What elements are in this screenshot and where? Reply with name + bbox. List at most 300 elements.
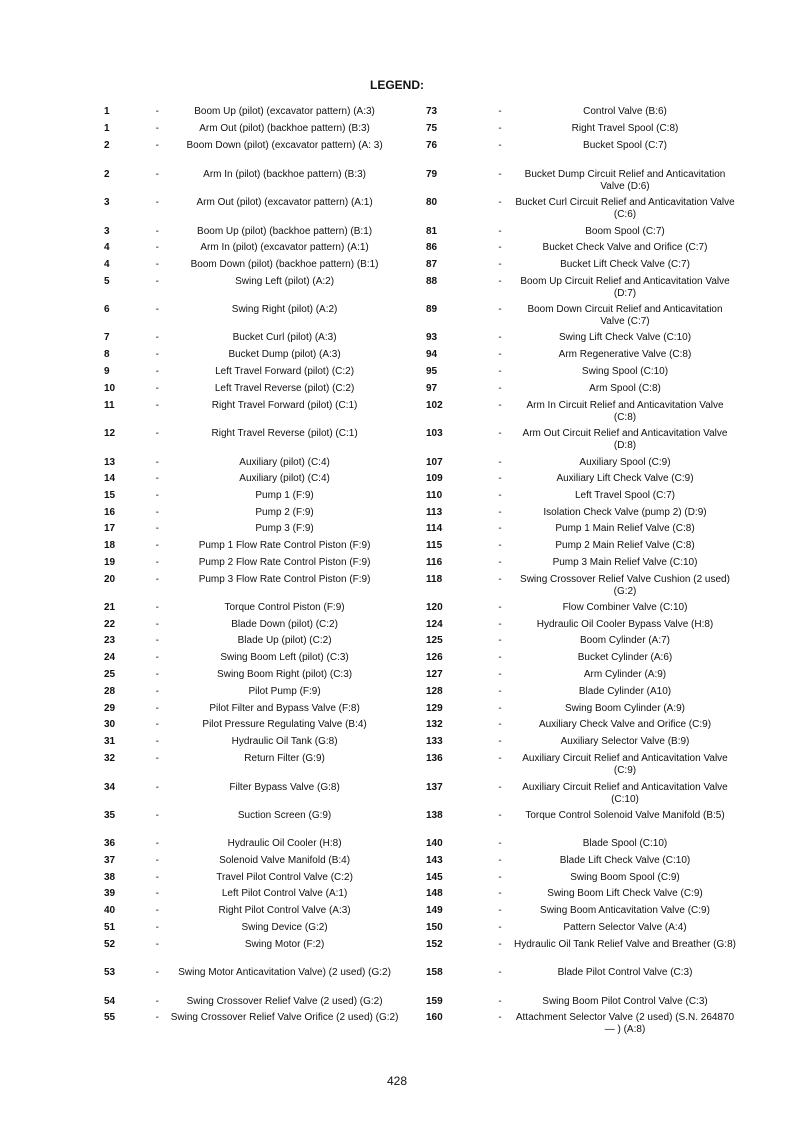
item-description: Blade Cylinder (A10)	[578, 686, 672, 697]
legend-entry-right	[400, 855, 794, 867]
legend-entry-right	[400, 276, 794, 299]
separator-dash: -	[498, 226, 502, 237]
item-description: Boom Spool (C:7)	[585, 226, 665, 237]
item-number: 160	[426, 1012, 443, 1023]
legend-entry-left	[0, 332, 400, 344]
legend-row	[0, 332, 794, 344]
legend-row	[0, 507, 794, 519]
item-number: 137	[426, 782, 443, 793]
legend-entry-right	[400, 838, 794, 850]
item-description: Right Travel Reverse (pilot) (C:1)	[211, 428, 358, 439]
legend-entry-right	[400, 332, 794, 344]
item-number: 2	[104, 140, 110, 151]
legend-entry-left	[0, 810, 400, 822]
item-number: 126	[426, 652, 443, 663]
item-description: Arm Out Circuit Relief and Anticavitation Valve (D:8)	[522, 428, 728, 451]
item-number: 148	[426, 888, 443, 899]
item-description: Attachment Selector Valve (2 used) (S.N. 264870— ) (A:8)	[515, 1012, 735, 1035]
separator-dash: -	[498, 810, 502, 821]
legend-entry-left	[0, 753, 400, 765]
item-number: 39	[104, 888, 116, 899]
item-number: 51	[104, 922, 116, 933]
separator-dash: -	[155, 507, 159, 518]
legend-entry-right	[400, 242, 794, 254]
item-number: 145	[426, 872, 443, 883]
legend-entry-left	[0, 1012, 400, 1024]
separator-dash: -	[155, 383, 159, 394]
item-number: 75	[426, 123, 438, 134]
item-description: Bucket Spool (C:7)	[583, 140, 667, 151]
legend-row	[0, 810, 794, 822]
legend-row	[0, 838, 794, 850]
legend-entry-left	[0, 457, 400, 469]
legend-row	[0, 1012, 794, 1035]
item-number: 152	[426, 939, 443, 950]
item-description: Arm Spool (C:8)	[589, 383, 661, 394]
legend-entry-left	[0, 383, 400, 395]
separator-dash: -	[498, 428, 502, 439]
legend-entry-left	[0, 349, 400, 361]
legend-entry-left	[0, 967, 400, 979]
separator-dash: -	[498, 473, 502, 484]
legend-row	[0, 736, 794, 748]
legend-entry-right	[400, 226, 794, 238]
separator-dash: -	[498, 872, 502, 883]
item-description: Swing Crossover Relief Valve Cushion (2 used) (G:2)	[520, 574, 730, 597]
legend-entry-left	[0, 490, 400, 502]
item-description: Pump 1 Main Relief Valve (C:8)	[555, 523, 695, 534]
separator-dash: -	[498, 574, 502, 585]
item-description: Blade Lift Check Valve (C:10)	[559, 855, 691, 866]
item-description: Swing Motor Anticavitation Valve) (2 used) (G:2)	[178, 967, 391, 978]
legend-entry-right	[400, 736, 794, 748]
legend-entry-left	[0, 635, 400, 647]
separator-dash: -	[155, 197, 159, 208]
item-number: 2	[104, 169, 110, 180]
legend-entry-left	[0, 242, 400, 254]
separator-dash: -	[498, 540, 502, 551]
legend-row	[0, 259, 794, 271]
item-description: Left Travel Reverse (pilot) (C:2)	[214, 383, 355, 394]
legend-entry-right	[400, 490, 794, 502]
separator-dash: -	[155, 939, 159, 950]
item-description: Pump 2 Flow Rate Control Piston (F:9)	[198, 557, 371, 568]
separator-dash: -	[498, 939, 502, 950]
item-number: 3	[104, 197, 110, 208]
legend-entry-left	[0, 619, 400, 631]
item-description: Bucket Cylinder (A:6)	[577, 652, 673, 663]
item-description: Bucket Dump Circuit Relief and Anticavitation Valve (D:6)	[524, 169, 726, 192]
item-number: 19	[104, 557, 116, 568]
item-number: 113	[426, 507, 443, 518]
item-description: Swing Motor (F:2)	[244, 939, 325, 950]
legend-entry-right	[400, 810, 794, 822]
item-description: Bucket Lift Check Valve (C:7)	[560, 259, 690, 270]
separator-dash: -	[155, 140, 159, 151]
item-number: 35	[104, 810, 116, 821]
item-description: Torque Control Piston (F:9)	[224, 602, 345, 613]
separator-dash: -	[498, 169, 502, 180]
separator-dash: -	[498, 106, 502, 117]
item-description: Swing Left (pilot) (A:2)	[235, 276, 335, 287]
separator-dash: -	[155, 574, 159, 585]
item-description: Boom Up Circuit Relief and Anticavitation Valve (D:7)	[520, 276, 730, 299]
item-description: Auxiliary Circuit Relief and Anticavitation Valve (C:9)	[522, 753, 728, 776]
item-number: 6	[104, 304, 110, 315]
page-number: 428	[386, 1074, 408, 1088]
item-description: Pattern Selector Valve (A:4)	[563, 922, 687, 933]
legend-row	[0, 719, 794, 731]
separator-dash: -	[498, 507, 502, 518]
legend-row	[0, 457, 794, 469]
legend-entry-right	[400, 197, 794, 220]
separator-dash: -	[498, 557, 502, 568]
separator-dash: -	[498, 366, 502, 377]
item-description: Left Travel Forward (pilot) (C:2)	[215, 366, 355, 377]
item-number: 93	[426, 332, 438, 343]
legend-entry-left	[0, 304, 400, 316]
separator-dash: -	[155, 736, 159, 747]
separator-dash: -	[498, 855, 502, 866]
legend-row	[0, 428, 794, 451]
item-description: Auxiliary Lift Check Valve (C:9)	[556, 473, 694, 484]
item-description: Swing Boom Pilot Control Valve (C:3)	[542, 996, 708, 1007]
legend-entry-left	[0, 686, 400, 698]
item-number: 25	[104, 669, 116, 680]
item-number: 86	[426, 242, 438, 253]
separator-dash: -	[155, 905, 159, 916]
separator-dash: -	[155, 703, 159, 714]
item-number: 34	[104, 782, 116, 793]
legend-row	[0, 140, 794, 152]
item-description: Swing Right (pilot) (A:2)	[231, 304, 338, 315]
legend-entry-right	[400, 888, 794, 900]
separator-dash: -	[155, 652, 159, 663]
legend-entry-right	[400, 922, 794, 934]
legend-entry-left	[0, 428, 400, 440]
separator-dash: -	[498, 905, 502, 916]
item-description: Swing Crossover Relief Valve Orifice (2 used) (G:2)	[170, 1012, 399, 1023]
separator-dash: -	[498, 996, 502, 1007]
legend-entry-left	[0, 400, 400, 412]
item-number: 102	[426, 400, 443, 411]
item-description: Boom Cylinder (A:7)	[579, 635, 671, 646]
separator-dash: -	[498, 619, 502, 630]
legend-entry-left	[0, 872, 400, 884]
item-number: 120	[426, 602, 443, 613]
item-number: 8	[104, 349, 110, 360]
legend-entry-left	[0, 996, 400, 1008]
legend-entry-left	[0, 259, 400, 271]
legend-entry-left	[0, 574, 400, 586]
item-number: 88	[426, 276, 438, 287]
separator-dash: -	[498, 400, 502, 411]
legend-entry-right	[400, 782, 794, 805]
item-description: Pump 3 Flow Rate Control Piston (F:9)	[198, 574, 371, 585]
item-number: 22	[104, 619, 116, 630]
item-description: Swing Lift Check Valve (C:10)	[558, 332, 692, 343]
legend-row	[0, 366, 794, 378]
separator-dash: -	[155, 366, 159, 377]
item-number: 73	[426, 106, 438, 117]
legend-row	[0, 304, 794, 327]
item-number: 38	[104, 872, 116, 883]
legend-entry-left	[0, 855, 400, 867]
item-description: Blade Pilot Control Valve (C:3)	[557, 967, 693, 978]
item-number: 129	[426, 703, 443, 714]
separator-dash: -	[155, 557, 159, 568]
separator-dash: -	[155, 490, 159, 501]
item-description: Pilot Pump (F:9)	[248, 686, 321, 697]
item-number: 30	[104, 719, 116, 730]
separator-dash: -	[155, 686, 159, 697]
item-number: 114	[426, 523, 443, 534]
item-number: 15	[104, 490, 116, 501]
legend-entry-right	[400, 473, 794, 485]
legend-row	[0, 349, 794, 361]
legend-entry-right	[400, 428, 794, 451]
item-description: Arm Regenerative Valve (C:8)	[558, 349, 692, 360]
separator-dash: -	[155, 888, 159, 899]
separator-dash: -	[155, 523, 159, 534]
item-description: Hydraulic Oil Cooler (H:8)	[227, 838, 342, 849]
separator-dash: -	[155, 719, 159, 730]
legend-entry-right	[400, 905, 794, 917]
separator-dash: -	[155, 669, 159, 680]
legend-entry-left	[0, 905, 400, 917]
item-number: 76	[426, 140, 438, 151]
item-description: Travel Pilot Control Valve (C:2)	[216, 872, 353, 883]
legend-entry-right	[400, 400, 794, 423]
item-number: 9	[104, 366, 110, 377]
legend-entry-right	[400, 507, 794, 519]
separator-dash: -	[155, 349, 159, 360]
item-description: Filter Bypass Valve (G:8)	[229, 782, 340, 793]
legend-title: LEGEND:	[370, 78, 424, 92]
legend-entry-left	[0, 123, 400, 135]
item-number: 127	[426, 669, 443, 680]
legend-row	[0, 703, 794, 715]
legend-entry-left	[0, 540, 400, 552]
item-description: Pump 2 Main Relief Valve (C:8)	[555, 540, 695, 551]
item-number: 133	[426, 736, 443, 747]
item-description: Arm Out (pilot) (excavator pattern) (A:1)	[196, 197, 373, 208]
item-description: Arm Cylinder (A:9)	[583, 669, 667, 680]
legend-row	[0, 123, 794, 135]
legend-row	[0, 855, 794, 867]
item-number: 107	[426, 457, 443, 468]
legend-row	[0, 619, 794, 631]
item-number: 20	[104, 574, 116, 585]
separator-dash: -	[155, 602, 159, 613]
item-description: Swing Boom Lift Check Valve (C:9)	[547, 888, 703, 899]
separator-dash: -	[155, 855, 159, 866]
separator-dash: -	[155, 782, 159, 793]
item-number: 158	[426, 967, 443, 978]
item-description: Bucket Check Valve and Orifice (C:7)	[542, 242, 708, 253]
item-number: 150	[426, 922, 443, 933]
legend-entry-right	[400, 753, 794, 776]
legend-row	[0, 226, 794, 238]
legend-entry-left	[0, 557, 400, 569]
separator-dash: -	[155, 457, 159, 468]
legend-row	[0, 557, 794, 569]
item-number: 94	[426, 349, 438, 360]
legend-entry-right	[400, 383, 794, 395]
legend-entry-right	[400, 140, 794, 152]
item-number: 1	[104, 106, 110, 117]
item-description: Swing Boom Left (pilot) (C:3)	[220, 652, 349, 663]
item-description: Pump 2 (F:9)	[255, 507, 314, 518]
legend-row	[0, 169, 794, 192]
legend-entry-left	[0, 602, 400, 614]
separator-dash: -	[155, 169, 159, 180]
item-number: 1	[104, 123, 110, 134]
legend-entry-right	[400, 652, 794, 664]
separator-dash: -	[498, 1012, 502, 1023]
separator-dash: -	[155, 304, 159, 315]
separator-dash: -	[155, 635, 159, 646]
item-number: 136	[426, 753, 443, 764]
item-number: 14	[104, 473, 116, 484]
item-description: Auxiliary Check Valve and Orifice (C:9)	[538, 719, 712, 730]
item-description: Boom Up (pilot) (backhoe pattern) (B:1)	[197, 226, 373, 237]
item-description: Hydraulic Oil Cooler Bypass Valve (H:8)	[536, 619, 714, 630]
item-description: Torque Control Solenoid Valve Manifold (B:5)	[525, 810, 725, 821]
legend-entry-left	[0, 669, 400, 681]
item-description: Pump 3 (F:9)	[255, 523, 314, 534]
item-number: 7	[104, 332, 110, 343]
separator-dash: -	[498, 276, 502, 287]
separator-dash: -	[155, 123, 159, 134]
item-description: Arm Out (pilot) (backhoe pattern) (B:3)	[199, 123, 370, 134]
item-number: 21	[104, 602, 116, 613]
item-description: Blade Up (pilot) (C:2)	[237, 635, 332, 646]
item-number: 28	[104, 686, 116, 697]
separator-dash: -	[498, 703, 502, 714]
legend-entry-right	[400, 602, 794, 614]
legend-entry-right	[400, 939, 794, 951]
separator-dash: -	[498, 349, 502, 360]
separator-dash: -	[498, 140, 502, 151]
item-description: Swing Boom Cylinder (A:9)	[564, 703, 686, 714]
legend-entry-right	[400, 635, 794, 647]
legend-row	[0, 939, 794, 951]
item-number: 4	[104, 259, 110, 270]
legend-entry-right	[400, 703, 794, 715]
legend-row	[0, 635, 794, 647]
item-number: 89	[426, 304, 438, 315]
separator-dash: -	[155, 242, 159, 253]
item-description: Control Valve (B:6)	[583, 106, 667, 117]
item-description: Blade Spool (C:10)	[582, 838, 668, 849]
item-number: 79	[426, 169, 438, 180]
legend-entry-left	[0, 652, 400, 664]
item-number: 18	[104, 540, 116, 551]
legend-row	[0, 106, 794, 118]
item-description: Suction Screen (G:9)	[237, 810, 332, 821]
item-description: Swing Boom Anticavitation Valve (C:9)	[540, 905, 710, 916]
legend-entry-right	[400, 686, 794, 698]
separator-dash: -	[155, 540, 159, 551]
separator-dash: -	[498, 753, 502, 764]
item-number: 110	[426, 490, 443, 501]
item-description: Swing Boom Right (pilot) (C:3)	[217, 669, 353, 680]
item-description: Swing Device (G:2)	[241, 922, 328, 933]
legend-entry-left	[0, 523, 400, 535]
legend-entry-right	[400, 619, 794, 631]
item-number: 132	[426, 719, 443, 730]
separator-dash: -	[498, 457, 502, 468]
legend-row	[0, 490, 794, 502]
legend-entry-right	[400, 996, 794, 1008]
item-number: 149	[426, 905, 443, 916]
item-description: Left Travel Spool (C:7)	[574, 490, 676, 501]
legend-row	[0, 905, 794, 917]
item-number: 55	[104, 1012, 116, 1023]
item-number: 3	[104, 226, 110, 237]
legend-entry-right	[400, 169, 794, 192]
legend-row	[0, 922, 794, 934]
separator-dash: -	[155, 996, 159, 1007]
legend-row	[0, 888, 794, 900]
item-description: Pump 3 Main Relief Valve (C:10)	[552, 557, 698, 568]
legend-row	[0, 686, 794, 698]
item-description: Return Filter (G:9)	[244, 753, 325, 764]
item-number: 13	[104, 457, 116, 468]
item-number: 143	[426, 855, 443, 866]
separator-dash: -	[498, 967, 502, 978]
item-number: 125	[426, 635, 443, 646]
legend-entry-left	[0, 507, 400, 519]
item-number: 11	[104, 400, 115, 411]
item-number: 80	[426, 197, 438, 208]
separator-dash: -	[155, 1012, 159, 1023]
legend-entry-right	[400, 574, 794, 597]
legend-row	[0, 602, 794, 614]
legend-row	[0, 197, 794, 220]
item-description: Swing Boom Spool (C:9)	[570, 872, 680, 883]
legend-row	[0, 540, 794, 552]
separator-dash: -	[498, 838, 502, 849]
legend-row	[0, 473, 794, 485]
item-number: 5	[104, 276, 110, 287]
item-description: Isolation Check Valve (pump 2) (D:9)	[543, 507, 707, 518]
legend-row	[0, 669, 794, 681]
separator-dash: -	[155, 226, 159, 237]
separator-dash: -	[498, 782, 502, 793]
separator-dash: -	[155, 753, 159, 764]
legend-row	[0, 242, 794, 254]
item-number: 24	[104, 652, 116, 663]
item-description: Pump 1 (F:9)	[255, 490, 314, 501]
legend-entry-left	[0, 719, 400, 731]
item-description: Right Pilot Control Valve (A:3)	[218, 905, 351, 916]
legend-entry-right	[400, 669, 794, 681]
item-description: Arm In (pilot) (excavator pattern) (A:1)	[200, 242, 369, 253]
legend-row	[0, 996, 794, 1008]
legend-entry-right	[400, 1012, 794, 1035]
item-number: 54	[104, 996, 116, 1007]
separator-dash: -	[155, 922, 159, 933]
item-description: Auxiliary (pilot) (C:4)	[239, 457, 330, 468]
item-number: 40	[104, 905, 116, 916]
item-number: 140	[426, 838, 443, 849]
item-description: Left Pilot Control Valve (A:1)	[221, 888, 348, 899]
item-description: Right Travel Forward (pilot) (C:1)	[211, 400, 358, 411]
item-description: Arm In Circuit Relief and Anticavitation Valve (C:8)	[526, 400, 724, 423]
legend-entry-right	[400, 304, 794, 327]
